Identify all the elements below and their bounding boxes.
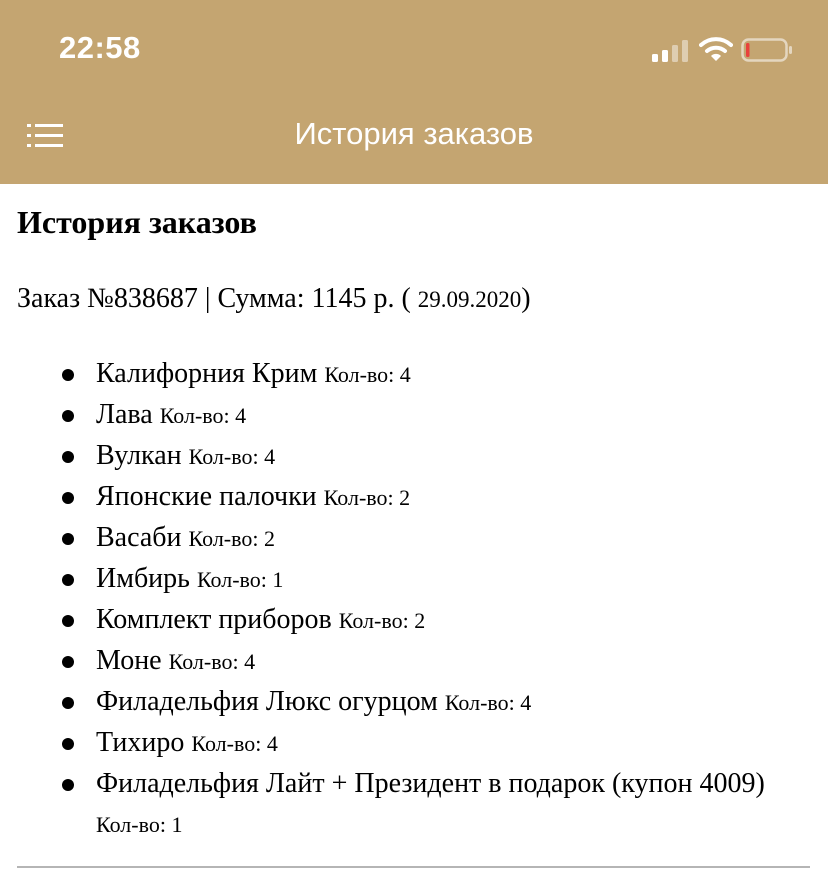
list-item	[17, 395, 786, 436]
list-item	[17, 641, 786, 682]
list-item	[17, 559, 786, 600]
divider	[17, 866, 810, 868]
list-item	[17, 723, 786, 764]
item-quantity: Кол-во: 4	[168, 649, 256, 674]
bullet-icon	[62, 533, 74, 545]
item-name: Моне	[96, 645, 162, 676]
item-name: Калифорния Крим	[96, 358, 318, 389]
order-summary-close: )	[521, 283, 531, 314]
list-item	[17, 764, 786, 845]
bullet-icon	[62, 451, 74, 463]
bullet-icon	[62, 492, 74, 504]
bullet-icon	[62, 615, 74, 627]
item-quantity: Кол-во: 2	[338, 608, 426, 633]
order-summary-text: Заказ №838687 | Сумма: 1145 р. (	[17, 283, 411, 314]
app-title: История заказов	[294, 116, 534, 151]
list-item	[17, 477, 786, 518]
item-name: Филадельфия Лайт + Президент в подарок (купон 4009)	[96, 768, 765, 799]
list-item	[17, 518, 786, 559]
item-name: Филадельфия Люкс огурцом	[96, 686, 438, 717]
bullet-icon	[62, 656, 74, 668]
item-name: Тихиро	[96, 727, 185, 758]
bullet-icon	[62, 410, 74, 422]
wifi-icon	[699, 36, 733, 62]
app-header	[0, 0, 828, 184]
item-quantity: Кол-во: 4	[444, 690, 532, 715]
item-quantity: Кол-во: 4	[191, 731, 278, 756]
bullet-icon	[62, 369, 74, 381]
item-quantity: Кол-во: 4	[324, 362, 411, 387]
order-items-list	[17, 354, 807, 845]
item-name: Лава	[96, 399, 153, 430]
list-item	[17, 436, 786, 477]
item-quantity: Кол-во: 4	[188, 444, 276, 469]
item-quantity: Кол-во: 1	[196, 567, 284, 592]
item-name: Васаби	[96, 522, 182, 553]
cellular-signal-icon	[652, 38, 690, 62]
order-date: 29.09.2020	[417, 287, 522, 312]
bullet-icon	[62, 738, 74, 750]
list-item	[17, 682, 786, 723]
list-item	[17, 600, 786, 641]
item-name: Имбирь	[96, 563, 190, 594]
bullet-icon	[62, 574, 74, 586]
status-time: 22:58	[59, 30, 141, 65]
battery-low-icon	[741, 38, 793, 62]
list-item	[17, 354, 786, 395]
bullet-icon	[62, 697, 74, 709]
order-history-content	[17, 184, 807, 845]
item-name: Японские палочки	[96, 481, 317, 512]
page-title: История заказов	[17, 204, 257, 240]
item-quantity: Кол-во: 2	[323, 485, 411, 510]
bullet-icon	[62, 779, 74, 791]
item-name: Вулкан	[96, 440, 182, 471]
item-quantity: Кол-во: 4	[159, 403, 247, 428]
item-quantity: Кол-во: 1	[96, 812, 183, 837]
order-summary	[17, 282, 807, 317]
item-quantity: Кол-во: 2	[188, 526, 275, 551]
item-name: Комплект приборов	[96, 604, 332, 635]
